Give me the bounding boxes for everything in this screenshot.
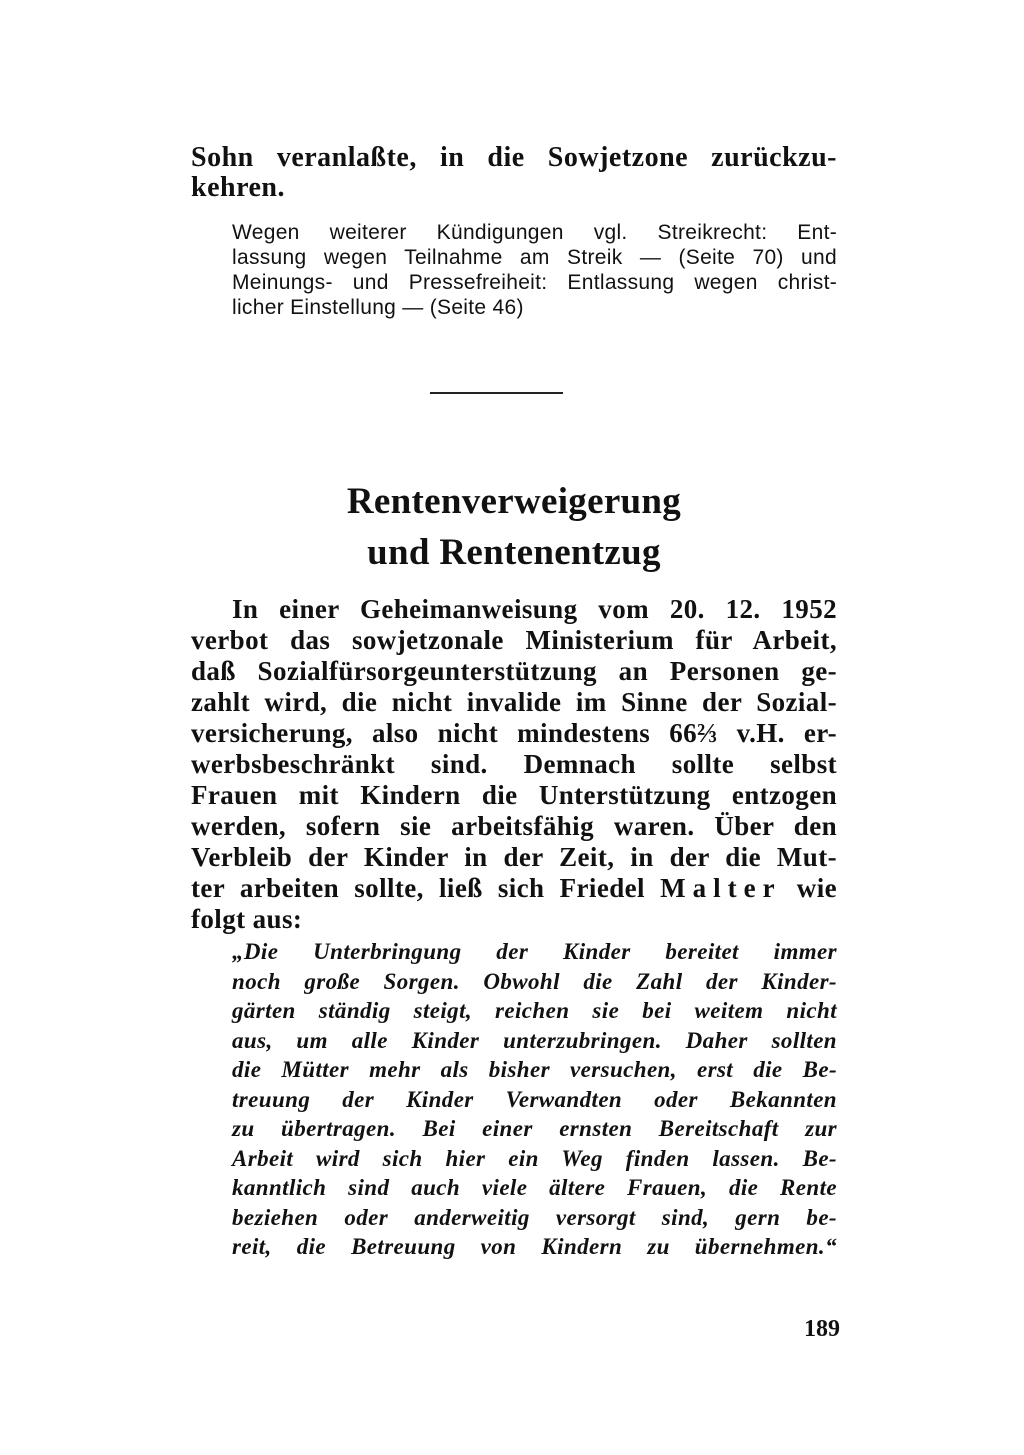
quote-line-10: beziehen oder anderweitig versorgt sind, gern be- [232,1204,837,1230]
body-line-6: werbsbeschränkt sind. Demnach sollte selbst [191,749,837,779]
body-line-7: Frauen mit Kindern die Unterstützung entzogen [191,780,837,810]
body-line-1: In einer Geheimanweisung vom 20. 12. 1952 [232,594,837,624]
note-line-4: licher Einstellung — (Seite 46) [232,296,524,319]
note-line-1: Wegen weiterer Kündigungen vgl. Streikrecht: Ent- [232,221,837,244]
body-line-9: Verbleib der Kinder in der Zeit, in der die Mut- [191,842,837,872]
body-line-5: versicherung, also nicht mindestens 66⅔ v.H. er- [191,718,837,748]
body-line-10-start: ter arbeiten sollte, ließ sich Friedel [191,873,661,903]
quote-line-7: zu übertragen. Bei einer ernsten Bereitschaft zur [232,1116,837,1141]
note-line-3: Meinungs- und Pressefreiheit: Entlassung wegen christ- [232,271,837,294]
body-line-8: werden, sofern sie arbeitsfähig waren. Über den [191,811,837,841]
quote-line-11: reit, die Betreuung von Kindern zu übernehmen.“ [232,1234,837,1259]
quote-line-8: Arbeit wird sich hier ein Weg finden lassen. Be- [232,1145,837,1171]
heading-line-2: und Rentenentzug [367,532,661,573]
heading-line-1: Rentenverweigerung [346,481,682,522]
body-line-3: daß Sozialfürsorgeunterstützung an Personen ge- [191,656,837,686]
note-line-2: lassung wegen Teilnahme am Streik — (Seite 70) und [232,246,837,269]
quote-line-2: noch große Sorgen. Obwohl die Zahl der Kinder- [232,968,837,994]
quote-line-4: aus, um alle Kinder unterzubringen. Daher sollten [232,1027,837,1053]
author-name: Malter [660,873,782,903]
opening-line-2: kehren. [191,172,285,203]
quote-line-5: die Mütter mehr als bisher versuchen, erst die Be- [232,1057,837,1082]
body-line-2: verbot das sowjetzonale Ministerium für Arbeit, [191,625,837,655]
body-line-10-end: wie [781,873,837,903]
quote-line-6: treuung der Kinder Verwandten oder Bekannten [232,1086,837,1112]
section-divider [430,392,563,394]
body-line-11: folgt aus: [191,904,303,934]
opening-line-1: Sohn veranlaßte, in die Sowjetzone zurückzu- [191,142,837,173]
quote-line-3: gärten ständig steigt, reichen sie bei weitem nicht [232,998,837,1023]
page-number: 189 [804,1316,840,1342]
body-line-10 [191,873,837,904]
body-line-4: zahlt wird, die nicht invalide im Sinne der Sozial- [191,687,837,717]
quote-line-1: „Die Unterbringung der Kinder bereitet immer [232,939,837,964]
quote-line-9: kanntlich sind auch viele ältere Frauen, die Rente [232,1175,837,1200]
